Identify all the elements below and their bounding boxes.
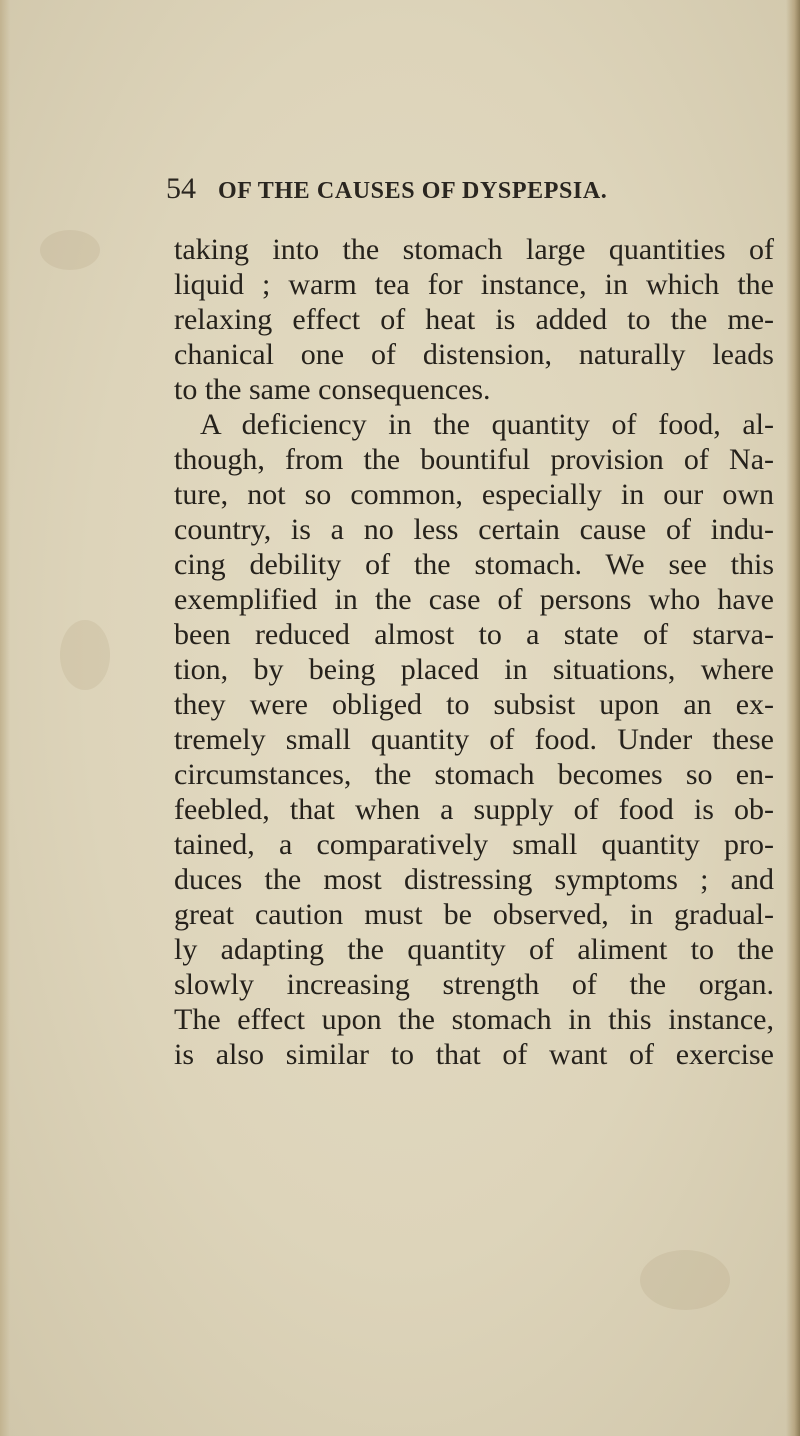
text-line: taking into the stomach large quantities of — [174, 233, 774, 266]
text-line: ly adapting the quantity of aliment to the — [174, 933, 774, 966]
text-line: tremely small quantity of food. Under these — [174, 723, 774, 756]
body-text — [174, 232, 774, 1072]
text-line: exemplified in the case of persons who have — [174, 583, 774, 616]
text-line: great caution must be observed, in gradual- — [174, 898, 774, 931]
text-line: liquid ; warm tea for instance, in which the — [174, 268, 774, 301]
page-number: 54 — [166, 172, 196, 205]
text-line: tained, a comparatively small quantity pro- — [174, 828, 774, 861]
foxing-stain — [640, 1250, 730, 1310]
page-edge-right — [786, 0, 800, 1436]
foxing-stain — [40, 230, 100, 270]
text-line: circumstances, the stomach becomes so en- — [174, 758, 774, 791]
text-line: country, is a no less certain cause of indu- — [174, 513, 774, 546]
running-head — [166, 172, 766, 206]
text-line: been reduced almost to a state of starva- — [174, 618, 774, 651]
text-line: chanical one of distension, naturally leads — [174, 338, 774, 371]
text-line: they were obliged to subsist upon an ex- — [174, 688, 774, 721]
text-line: tion, by being placed in situations, where — [174, 653, 774, 686]
text-line: though, from the bountiful provision of Na- — [174, 443, 774, 476]
text-line: is also similar to that of want of exercise — [174, 1038, 774, 1071]
text-line: The effect upon the stomach in this instance, — [174, 1003, 774, 1036]
running-head-title: OF THE CAUSES OF DYSPEPSIA. — [218, 178, 608, 204]
text-line: to the same consequences. — [174, 373, 491, 406]
text-line: slowly increasing strength of the organ. — [174, 968, 774, 1001]
text-line: ture, not so common, especially in our own — [174, 478, 774, 511]
foxing-stain — [60, 620, 110, 690]
text-line: relaxing effect of heat is added to the me- — [174, 303, 774, 336]
page-edge-left — [0, 0, 10, 1436]
text-line: A deficiency in the quantity of food, al- — [200, 408, 774, 441]
text-line: feebled, that when a supply of food is ob- — [174, 793, 774, 826]
text-line: duces the most distressing symptoms ; and — [174, 863, 774, 896]
text-line: cing debility of the stomach. We see this — [174, 548, 774, 581]
